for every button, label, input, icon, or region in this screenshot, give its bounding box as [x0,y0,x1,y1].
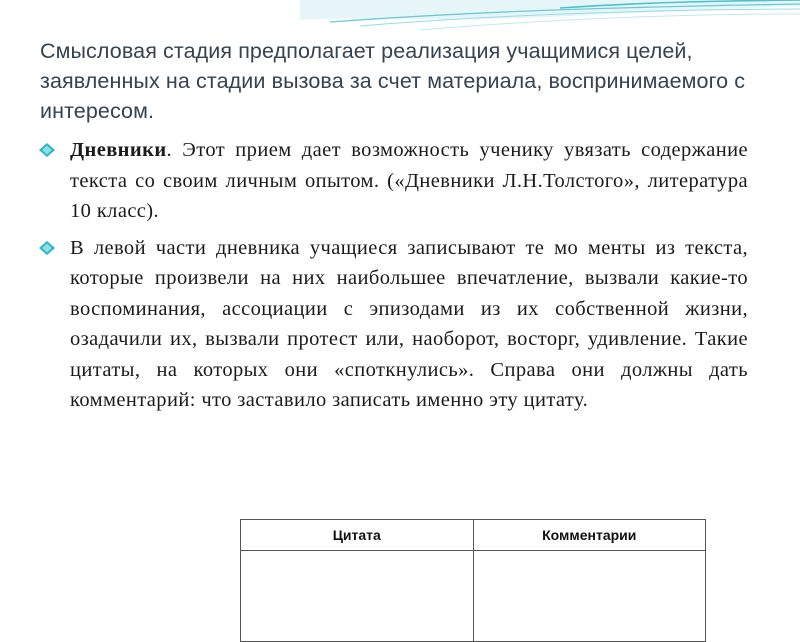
table-header-quote: Цитата [241,520,474,551]
bullet-text: . Этот прием дает возможность ученику увязать содержание текста со своим личным опытом. («Дневники Л.Н.Толстого», литература 10 класс). [70,139,748,222]
bullet-keyword: Дневники [70,139,167,161]
bullet-diamond-icon [39,143,55,157]
table-header-row [241,520,706,551]
table-row [241,551,706,642]
table-cell-quote [241,551,474,642]
bullet-diaries [36,135,748,227]
bullet-left-part [36,233,748,416]
diary-table [240,519,706,642]
table-header-comments: Комментарии [473,520,706,551]
table-cell-comment [473,551,706,642]
bullet-diamond-icon [39,241,55,255]
header-wave-decoration [0,0,800,40]
bullet-list [36,135,748,416]
bullet-text: В левой части дневника учащиеся записывают те мо менты из текста, которые произвели на них наибольшее впечатление, вызвали какие-то воспоминания, ассоциации с эпизодами из их собственной жизни, озадачили их, вызвали протест или, наоборот, восторг, удивление. Такие цитаты, на которых они «споткнулись». Справа они должны дать комментарий: что заставило записать именно эту цитату. [70,236,748,411]
slide-title: Смысловая стадия предполагает реализация учащимися целей, заявленных на стадии вызова за счет материала, воспринимаемого с интересом. [40,39,746,123]
